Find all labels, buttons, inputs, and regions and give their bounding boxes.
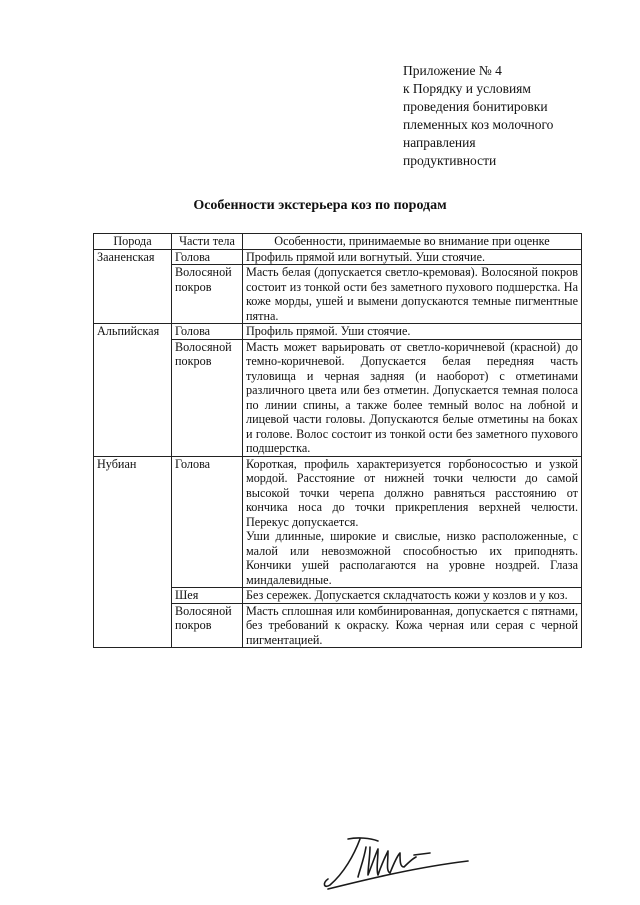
header-body-part: Части тела [172,234,243,250]
document-title: Особенности экстерьера коз по породам [193,198,447,213]
breed-cell: Альпийская [94,324,172,457]
header-breed: Порода [94,234,172,250]
feature-cell: Масть может варьировать от светло-коричневой (красной) до темно-коричневой. Допускается белая передняя часть туловища и черная задняя (и наоборот) с отметинами различного цвета или без отметин. Допускается темная полоса по линии спины, а также более темный волос на лобной и лицевой части головы. Допускаются белые отметины на боках и голове. Волос состоит из тонкой ости без заметного пухового подшерстка. [243,339,582,456]
appendix-header [403,62,623,170]
table-row [94,456,582,588]
appendix-line: племенных коз молочного [403,117,554,132]
appendix-line: направления [403,135,476,150]
body-part-cell: Шея [172,588,243,604]
body-part-cell: Голова [172,456,243,588]
breed-features-table [93,233,582,648]
feature-cell: Без сережек. Допускается складчатость кожи у козлов и у коз. [243,588,582,604]
appendix-line: Приложение № 4 [403,63,502,78]
feature-text: Короткая, профиль характеризуется горбоносостью и узкой мордой. Расстояние от нижней точки челюсти до самой высокой точки черепа должно равняться расстоянию от кончика носа до точки прикрепления верхней челюсти. Перекус допускается. [246,456,578,529]
body-part-cell: Голова [172,324,243,340]
body-part-cell: Голова [172,249,243,265]
feature-cell: Масть сплошная или комбинированная, допускается с пятнами, без требований к окраску. Кожа черная или серая с черной пигментацией. [243,603,582,648]
feature-cell [243,456,582,588]
feature-cell: Профиль прямой или вогнутый. Уши стоячие. [243,249,582,265]
body-part-cell: Волосяной покров [172,603,243,648]
table-row [94,249,582,265]
appendix-line: к Порядку и условиям [403,81,531,96]
feature-cell: Масть белая (допускается светло-кремовая). Волосяной покров состоит из тонкой ости без заметного пухового подшерстка. На коже морды, ушей и вымени допускаются темные пигментные пятна. [243,265,582,324]
appendix-line: проведения бонитировки [403,99,548,114]
breed-cell: Зааненская [94,249,172,324]
table-row [94,324,582,340]
appendix-line: продуктивности [403,153,497,168]
header-features: Особенности, принимаемые во внимание при оценке [243,234,582,250]
body-part-cell: Волосяной покров [172,265,243,324]
body-part-cell: Волосяной покров [172,339,243,456]
table-header-row [94,234,582,250]
breed-cell: Нубиан [94,456,172,648]
feature-cell: Профиль прямой. Уши стоячие. [243,324,582,340]
signature-image [318,833,478,893]
feature-text: Уши длинные, широкие и свислые, низко расположенные, с малой или невозможной способностью их приподнять. Кончики ушей располагаются на уровне ноздрей. Глаза миндалевидные. [246,529,578,587]
